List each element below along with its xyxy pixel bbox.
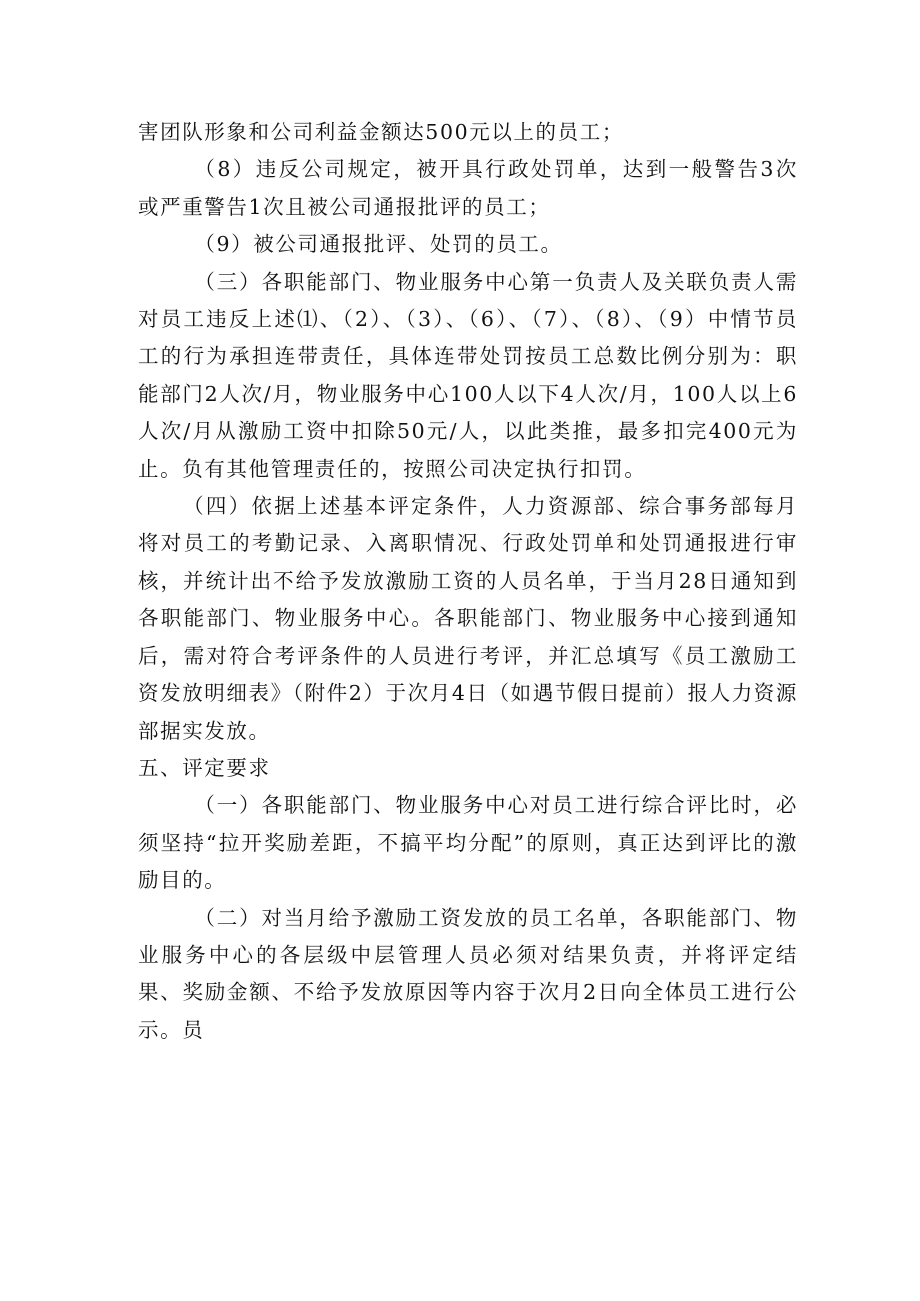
document-body: [138, 114, 798, 1049]
paragraph-continuation: 害团队形象和公司利益金额达500元以上的员工；: [138, 120, 624, 144]
paragraph-item-8: （8）违反公司规定，被开具行政处罚单，达到一般警告3次或严重警告1次且被公司通报批评的员工；: [138, 157, 798, 219]
paragraph-requirement-1: （一）各职能部门、物业服务中心对员工进行综合评比时，必须坚持“拉开奖励差距，不搞平均分配”的原则，真正达到评比的激励目的。: [138, 793, 798, 893]
section-heading-5: 五、评定要求: [138, 755, 271, 780]
paragraph-section-3: （三）各职能部门、物业服务中心第一负责人及关联负责人需对员工违反上述⑴、（2）、（3）、（6）、（7）、（8）、（9）中情节员工的行为承担连带责任，具体连带处罚按员工总数比例分别为：职能部门2人次/月，物业服务中心100人以下4人次/月，100人以上6人次/月从激励工资中扣除50元/人，以此类推，最多扣完400元为止。负有其他管理责任的，按照公司决定执行扣罚。: [138, 269, 798, 481]
paragraph-item-9: （9）被公司通报批评、处罚的员工。: [194, 232, 563, 257]
paragraph-section-4: （四）依据上述基本评定条件，人力资源部、综合事务部每月将对员工的考勤记录、入离职情况、行政处罚单和处罚通报进行审核，并统计出不给予发放激励工资的人员名单，于当月28日通知到各职能部门、物业服务中心。各职能部门、物业服务中心接到通知后，需对符合考评条件的人员进行考评，并汇总填写《员工激励工资发放明细表》（附件2）于次月4日（如遇节假日提前）报人力资源部据实发放。: [138, 494, 798, 743]
paragraph-requirement-2: （二）对当月给予激励工资发放的员工名单，各职能部门、物业服务中心的各层级中层管理人员必须对结果负责，并将评定结果、奖励金额、不给予发放原因等内容于次月2日向全体员工进行公示。员: [138, 905, 798, 1042]
